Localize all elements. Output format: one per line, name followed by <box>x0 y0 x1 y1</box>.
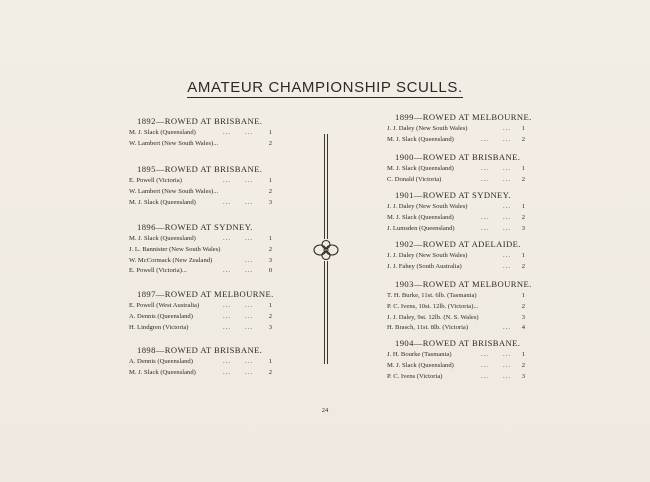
results-section <box>383 278 533 334</box>
placing: 2 <box>521 213 525 221</box>
leader-dots: ... <box>481 224 489 232</box>
leader-dots: ... <box>503 372 511 380</box>
placing: 3 <box>268 323 272 331</box>
competitor-name: J. Lumsden (Queensland) <box>387 224 455 232</box>
placing: 2 <box>521 135 525 143</box>
leader-dots: ... <box>503 262 511 270</box>
placing: 1 <box>521 125 525 132</box>
section-heading: 1903—ROWED AT MELBOURNE. <box>395 279 532 289</box>
leader-dots: ... <box>503 175 511 183</box>
competitor-name: E. Powell (West Australia) <box>129 302 200 309</box>
result-row <box>125 266 280 277</box>
result-row <box>383 164 533 175</box>
leader-dots: ... <box>245 323 253 331</box>
placing: 2 <box>268 368 272 376</box>
leader-dots: ... <box>503 203 511 210</box>
leader-dots: ... <box>503 165 511 172</box>
competitor-name: E. Powell (Victoria) <box>129 177 182 184</box>
leader-dots: ... <box>245 198 253 206</box>
competitor-name: M. J. Slack (Queensland) <box>387 135 454 143</box>
result-row <box>383 124 533 135</box>
competitor-name: J. J. Daley (New South Wales) <box>387 203 468 210</box>
result-row <box>383 202 533 213</box>
placing: 2 <box>268 187 272 195</box>
leader-dots: ... <box>223 368 231 376</box>
leader-dots: ... <box>503 213 511 221</box>
result-row <box>125 128 280 139</box>
placing: 1 <box>521 351 525 358</box>
results-section <box>125 344 280 379</box>
section-heading: 1904—ROWED AT BRISBANE. <box>395 338 521 348</box>
leader-dots: ... <box>503 252 511 259</box>
leader-dots: ... <box>223 177 231 184</box>
results-section <box>383 337 533 382</box>
result-row <box>383 224 533 235</box>
competitor-name: J. J. Daley, 9st. 12lb. (N. S. Wales) <box>387 313 479 321</box>
result-row <box>125 301 280 312</box>
competitor-name: M. J. Slack (Queensland) <box>129 235 196 242</box>
placing: 1 <box>268 177 272 184</box>
result-row <box>383 291 533 302</box>
result-row <box>125 139 280 150</box>
placing: 3 <box>521 372 525 380</box>
leader-dots: ... <box>223 129 231 136</box>
competitor-name: M. J. Slack (Queensland) <box>129 198 196 206</box>
result-row <box>383 350 533 361</box>
result-row <box>383 361 533 372</box>
leader-dots: ... <box>245 129 253 136</box>
competitor-name: M. J. Slack (Queensland) <box>387 361 454 369</box>
placing: 1 <box>521 292 525 299</box>
placing: 1 <box>521 165 525 172</box>
placing: 2 <box>268 139 272 147</box>
results-section <box>383 111 533 146</box>
result-row <box>125 312 280 323</box>
placing: 2 <box>521 361 525 369</box>
placing: 1 <box>268 235 272 242</box>
competitor-name: W. Lambert (New South Wales)... <box>129 139 219 147</box>
leader-dots: ... <box>223 302 231 309</box>
placing: 2 <box>521 262 525 270</box>
leader-dots: ... <box>481 351 489 358</box>
leader-dots: ... <box>223 358 231 365</box>
placing: 2 <box>268 312 272 320</box>
result-row <box>125 187 280 198</box>
placing: 3 <box>521 224 525 232</box>
placing: 2 <box>521 175 525 183</box>
placing: 0 <box>268 267 272 275</box>
leader-dots: ... <box>245 358 253 365</box>
leader-dots: ... <box>503 125 511 132</box>
placing: 2 <box>268 245 272 253</box>
placing: 1 <box>521 203 525 210</box>
leader-dots: ... <box>503 224 511 232</box>
competitor-name: M. J. Slack (Queensland) <box>129 129 196 136</box>
page-number: 24 <box>321 407 329 414</box>
leader-dots: ... <box>245 256 253 264</box>
result-row <box>125 357 280 368</box>
results-section <box>125 221 280 277</box>
result-row <box>383 323 533 334</box>
competitor-name: W. McCormack (New Zealand) <box>129 256 213 264</box>
competitor-name: W. Lambert (New South Wales)... <box>129 187 219 195</box>
competitor-name: J. J. Daley (New South Wales) <box>387 252 468 259</box>
section-heading: 1896—ROWED AT SYDNEY. <box>137 222 253 232</box>
placing: 1 <box>268 358 272 365</box>
competitor-name: M. J. Slack (Queensland) <box>129 368 196 376</box>
placing: 1 <box>268 302 272 309</box>
leader-dots: ... <box>245 312 253 320</box>
knot-ornament-icon <box>312 239 340 261</box>
competitor-name: H. Lindgren (Victoria) <box>129 323 189 331</box>
leader-dots: ... <box>223 323 231 331</box>
competitor-name: C. Donald (Victoria) <box>387 175 442 183</box>
competitor-name: A. Dennis (Queensland) <box>129 358 193 365</box>
results-section <box>125 163 280 208</box>
leader-dots: ... <box>245 302 253 309</box>
leader-dots: ... <box>223 235 231 242</box>
result-row <box>383 213 533 224</box>
leader-dots: ... <box>481 372 489 380</box>
section-heading: 1897—ROWED AT MELBOURNE. <box>137 289 274 299</box>
section-heading: 1902—ROWED AT ADELAIDE. <box>395 239 521 249</box>
placing: 1 <box>521 252 525 259</box>
results-section <box>383 189 533 234</box>
section-heading: 1898—ROWED AT BRISBANE. <box>137 345 263 355</box>
placing: 3 <box>268 256 272 264</box>
competitor-name: J. J. Daley (New South Wales) <box>387 125 468 132</box>
result-row <box>383 135 533 146</box>
competitor-name: M. J. Slack (Queensland) <box>387 213 454 221</box>
results-section <box>125 115 280 150</box>
leader-dots: ... <box>503 351 511 358</box>
result-row <box>383 262 533 273</box>
leader-dots: ... <box>223 312 231 320</box>
leader-dots: ... <box>245 235 253 242</box>
result-row <box>125 176 280 187</box>
results-section <box>383 151 533 186</box>
results-section <box>125 288 280 333</box>
leader-dots: ... <box>245 267 253 275</box>
result-row <box>383 302 533 313</box>
leader-dots: ... <box>503 324 511 332</box>
competitor-name: E. Powell (Victoria)... <box>129 267 187 275</box>
placing: 1 <box>268 129 272 136</box>
result-row <box>125 368 280 379</box>
result-row <box>383 251 533 262</box>
result-row <box>125 323 280 334</box>
leader-dots: ... <box>503 135 511 143</box>
leader-dots: ... <box>481 165 489 172</box>
placing: 3 <box>521 313 525 321</box>
page-title-wrap <box>0 79 650 98</box>
competitor-name: P. C. Ivens, 10st. 12lb. (Victoria)... <box>387 302 479 310</box>
result-row <box>383 175 533 186</box>
competitor-name: M. J. Slack (Queensland) <box>387 165 454 172</box>
section-heading: 1900—ROWED AT BRISBANE. <box>395 152 521 162</box>
leader-dots: ... <box>481 213 489 221</box>
leader-dots: ... <box>481 175 489 183</box>
section-heading: 1899—ROWED AT MELBOURNE. <box>395 112 532 122</box>
competitor-name: T. H. Burke, 11st. 6lb. (Tasmania) <box>387 292 477 299</box>
leader-dots: ... <box>223 198 231 206</box>
page-title: AMATEUR CHAMPIONSHIP SCULLS. <box>187 79 463 96</box>
placing: 2 <box>521 302 525 310</box>
result-row <box>125 245 280 256</box>
leader-dots: ... <box>245 368 253 376</box>
leader-dots: ... <box>245 177 253 184</box>
competitor-name: J. L. Bannister (New South Wales) <box>129 245 221 253</box>
result-row <box>383 313 533 324</box>
competitor-name: A. Dennis (Queensland) <box>129 312 193 320</box>
result-row <box>125 234 280 245</box>
results-section <box>383 238 533 273</box>
placing: 4 <box>521 324 525 332</box>
placing: 3 <box>268 198 272 206</box>
leader-dots: ... <box>503 361 511 369</box>
competitor-name: J. H. Bourke (Tasmania) <box>387 351 452 358</box>
leader-dots: ... <box>223 267 231 275</box>
leader-dots: ... <box>481 135 489 143</box>
competitor-name: P. C. Ivens (Victoria) <box>387 372 443 380</box>
competitor-name: J. J. Fahey (South Australia) <box>387 262 462 270</box>
section-heading: 1892—ROWED AT BRISBANE. <box>137 116 263 126</box>
result-row <box>383 372 533 383</box>
section-heading: 1901—ROWED AT SYDNEY. <box>395 190 511 200</box>
leader-dots: ... <box>481 361 489 369</box>
section-heading: 1895—ROWED AT BRISBANE. <box>137 164 263 174</box>
competitor-name: H. Brasch, 11st. 8lb. (Victoria) <box>387 324 469 332</box>
result-row <box>125 198 280 209</box>
result-row <box>125 256 280 267</box>
